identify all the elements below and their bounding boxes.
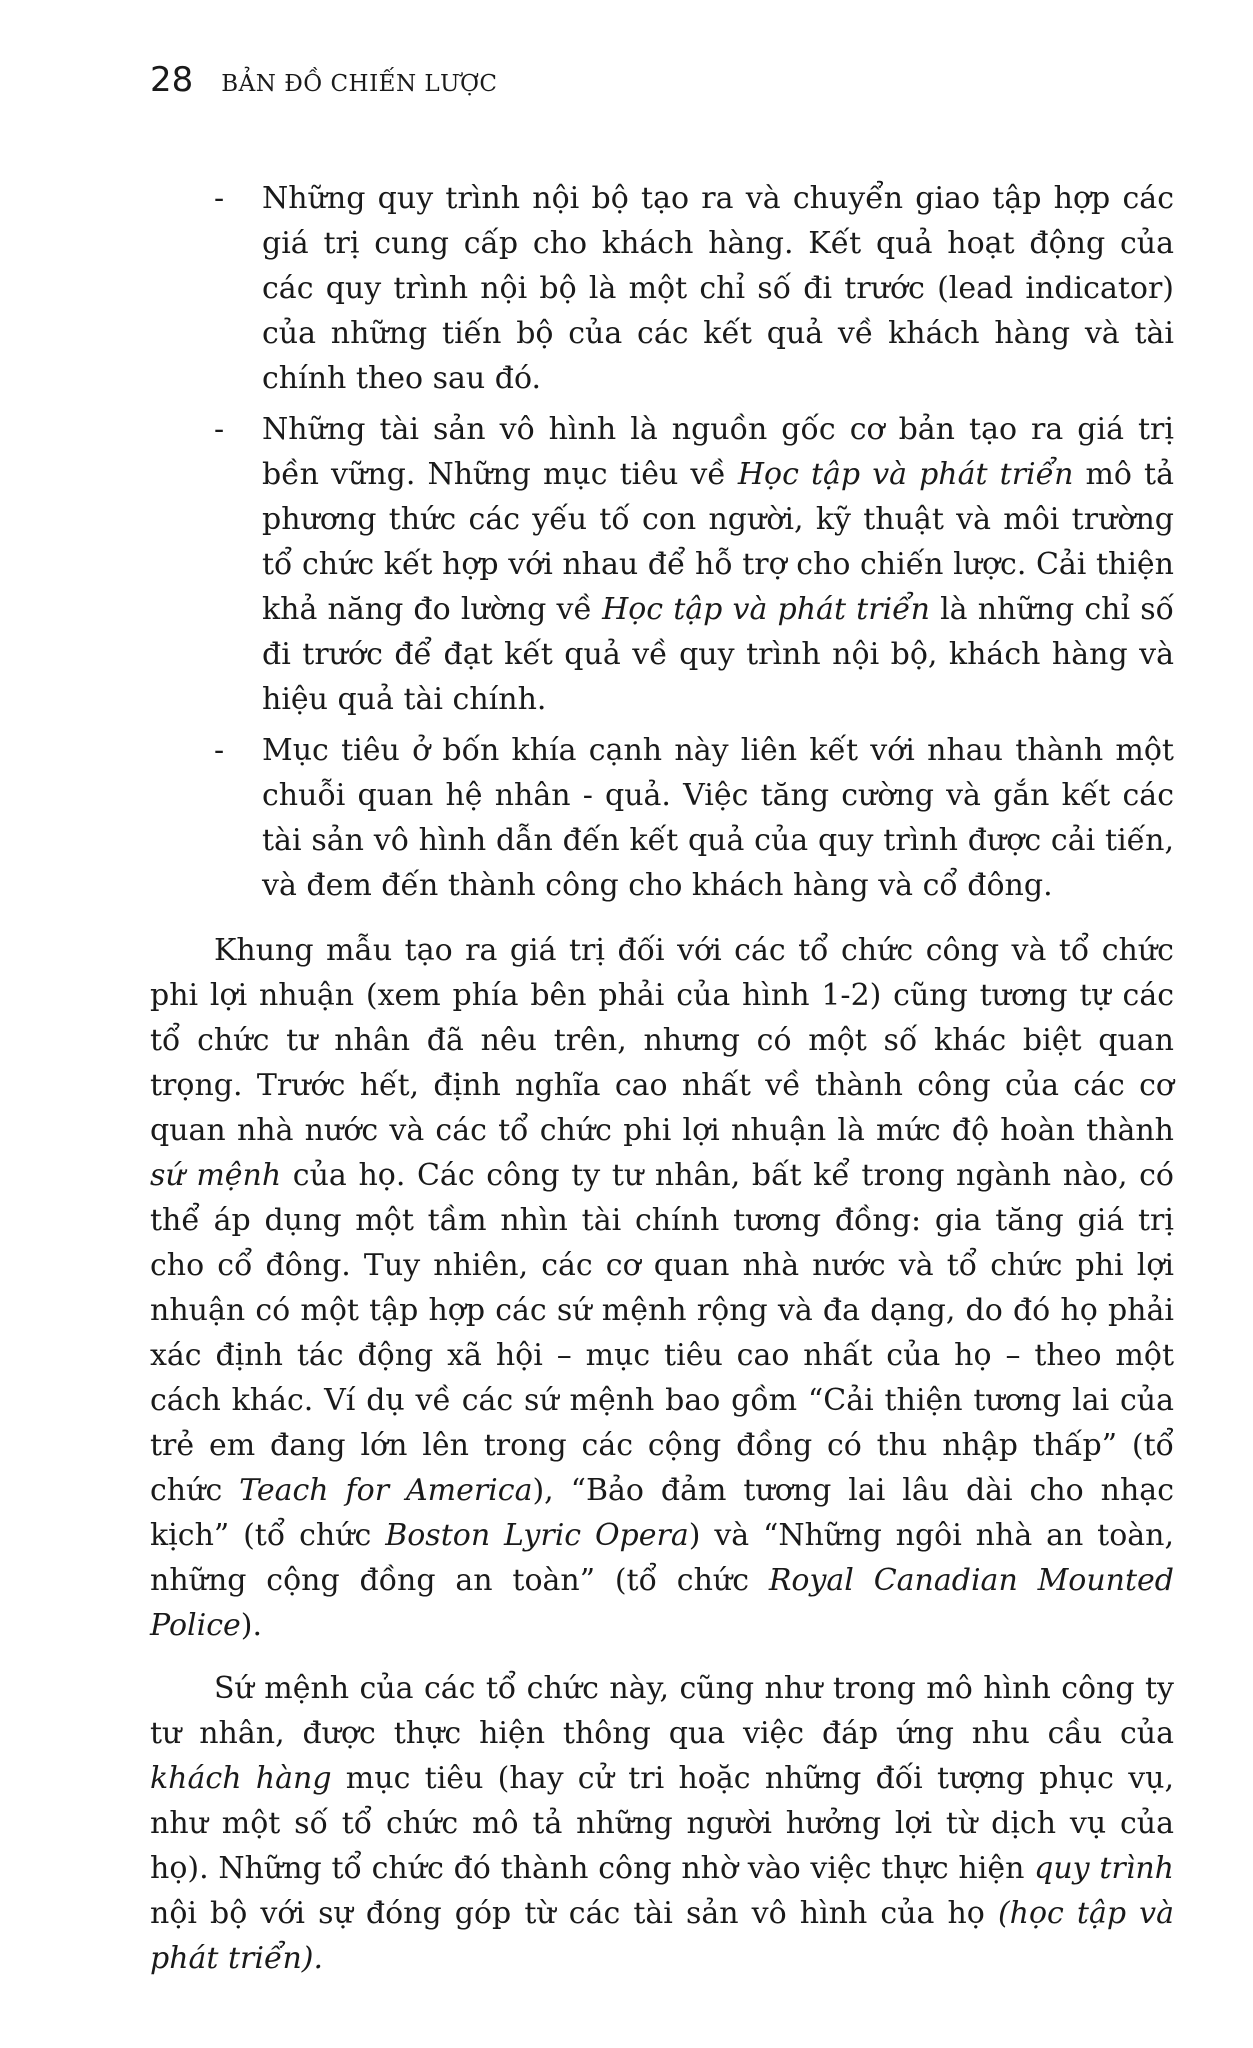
bullet-text: là những chỉ số đi trước để đạt kết quả về quy trình nội bộ, khách hàng và hiệu quả tài chính. xyxy=(262,592,1174,717)
paragraph-text: ) và “Những ngôi nhà an toàn, những cộng đồng an toàn” (tổ chức xyxy=(150,1518,1175,1598)
paragraph-text: ). xyxy=(240,1608,263,1643)
italic-term: sứ mệnh xyxy=(150,1158,282,1193)
italic-term: Teach for America xyxy=(239,1473,533,1508)
bullet-list xyxy=(150,176,1174,908)
paragraph xyxy=(150,1666,1174,1981)
running-head xyxy=(150,60,498,100)
bullet-item xyxy=(150,176,1174,401)
paragraph-text: nội bộ với sự đóng góp từ các tài sản vô hình của họ xyxy=(150,1896,998,1931)
running-title: BẢN ĐỒ CHIẾN LƯỢC xyxy=(221,71,498,97)
bullet-text: mô tả phương thức các yếu tố con người, kỹ thuật và môi trường tổ chức kết hợp với nhau để hỗ trợ cho chiến lược. Cải thiện khả năng đo lường về xyxy=(262,457,1174,627)
body-text xyxy=(150,176,1174,1981)
italic-term: Học tập và phát triển xyxy=(602,592,930,627)
bullet-dash: - xyxy=(214,733,225,768)
italic-term: Boston Lyric Opera xyxy=(385,1518,689,1553)
paragraph-text: Khung mẫu tạo ra giá trị đối với các tổ chức công và tổ chức phi lợi nhuận (xem phía bên phải của hình 1-2) cũng tương tự các tổ chức tư nhân đã nêu trên, nhưng có một số khác biệt quan trọng. Trước hết, định nghĩa cao nhất về thành công của các cơ quan nhà nước và các tổ chức phi lợi nhuận là mức độ hoàn thành xyxy=(150,933,1174,1148)
bullet-text: Những tài sản vô hình là nguồn gốc cơ bản tạo ra giá trị bền vững. Những mục tiêu về xyxy=(262,412,1174,492)
bullet-item xyxy=(150,728,1174,908)
italic-term: Học tập và phát triển xyxy=(737,457,1074,492)
bullet-dash: - xyxy=(214,412,225,447)
paragraph-text: mục tiêu (hay cử tri hoặc những đối tượng phục vụ, như một số tổ chức mô tả những người hưởng lợi từ dịch vụ của họ). Những tổ chức đó thành công nhờ vào việc thực hiện xyxy=(150,1761,1174,1886)
italic-term: Royal Canadian Mounted Police xyxy=(150,1563,1175,1643)
paragraph-text: Sứ mệnh của các tổ chức này, cũng như trong mô hình công ty tư nhân, được thực hiện thông qua việc đáp ứng nhu cầu của xyxy=(150,1671,1174,1751)
bullet-item xyxy=(150,407,1174,722)
paragraph xyxy=(150,928,1174,1648)
bullet-text: Những quy trình nội bộ tạo ra và chuyển giao tập hợp các giá trị cung cấp cho khách hàng. Kết quả hoạt động của các quy trình nội bộ là một chỉ số đi trước (lead indicator) của những tiến bộ của các kết quả về khách hàng và tài chính theo sau đó. xyxy=(262,181,1174,396)
paragraph-text: của họ. Các công ty tư nhân, bất kể trong ngành nào, có thể áp dụng một tầm nhìn tài chính tương đồng: gia tăng giá trị cho cổ đông. Tuy nhiên, các cơ quan nhà nước và tổ chức phi lợi nhuận có một tập hợp các sứ mệnh rộng và đa dạng, do đó họ phải xác định tác động xã hội – mục tiêu cao nhất của họ – theo một cách khác. Ví dụ về các sứ mệnh bao gồm “Cải thiện tương lai của trẻ em đang lớn lên trong các cộng đồng có thu nhập thấp” (tổ chức xyxy=(150,1158,1174,1508)
page-number: 28 xyxy=(150,60,194,100)
italic-term: khách hàng xyxy=(150,1761,332,1796)
italic-term: quy trình xyxy=(1034,1851,1174,1886)
italic-term: (học tập và phát triển). xyxy=(150,1896,1174,1976)
bullet-dash: - xyxy=(214,181,225,216)
bullet-text: Mục tiêu ở bốn khía cạnh này liên kết với nhau thành một chuỗi quan hệ nhân - quả. Việc tăng cường và gắn kết các tài sản vô hình dẫn đến kết quả của quy trình được cải tiến, và đem đến thành công cho khách hàng và cổ đông. xyxy=(262,733,1174,903)
paragraph-text: ), “Bảo đảm tương lai lâu dài cho nhạc kịch” (tổ chức xyxy=(150,1473,1174,1553)
